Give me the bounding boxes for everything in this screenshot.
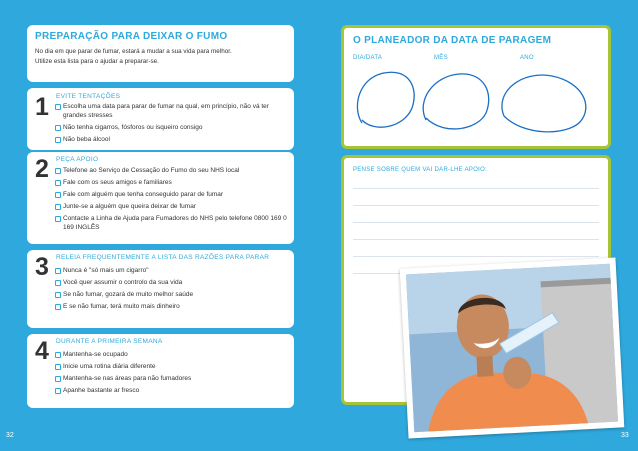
note-line[interactable]: [353, 205, 599, 206]
checklist-item[interactable]: Inicie uma rotina diária diferente: [55, 363, 288, 372]
note-line[interactable]: [353, 239, 599, 240]
step-heading: EVITE TENTAÇÕES: [56, 93, 121, 100]
checklist: [55, 167, 288, 236]
checkbox-icon[interactable]: [55, 364, 61, 370]
checklist: [55, 103, 288, 148]
circle-year: [502, 75, 586, 132]
circle-day: [357, 72, 414, 127]
step-number: 3: [35, 253, 49, 281]
checkbox-icon[interactable]: [55, 137, 61, 143]
photo-man-drinking-water: [400, 257, 625, 438]
step-number: 2: [35, 155, 49, 183]
checkbox-icon[interactable]: [55, 192, 61, 198]
note-line[interactable]: [353, 256, 599, 257]
label-month: MÊS: [434, 55, 448, 61]
checklist-item[interactable]: Apanhe bastante ar fresco: [55, 387, 288, 396]
quit-date-planner: [341, 25, 611, 149]
checklist-item[interactable]: Fale com alguém que tenha conseguido parar de fumar: [55, 191, 288, 200]
label-day: DIA/DATA: [353, 55, 383, 61]
checklist-item[interactable]: Mantenha-se nas áreas para não fumadores: [55, 375, 288, 384]
step-2-card: [27, 152, 294, 244]
intro-line-2: Utilize esta lista para o ajudar a preparar-se.: [35, 58, 159, 65]
checklist-item[interactable]: Não beba álcool: [55, 136, 288, 145]
step-heading: DURANTE A PRIMEIRA SEMANA: [56, 338, 163, 345]
section-title: PREPARAÇÃO PARA DEIXAR O FUMO: [35, 31, 228, 42]
planner-title: O PLANEADOR DA DATA DE PARAGEM: [353, 35, 552, 46]
checkbox-icon[interactable]: [55, 376, 61, 382]
note-line[interactable]: [353, 188, 599, 189]
checkbox-icon[interactable]: [55, 125, 61, 131]
checklist-item[interactable]: Escolha uma data para parar de fumar na qual, em princípio, não vá ter grandes stresses: [55, 103, 288, 120]
checklist: [55, 267, 288, 315]
checklist-item[interactable]: Junte-se a alguém que queira deixar de fumar: [55, 203, 288, 212]
step-1-card: [27, 88, 294, 150]
checklist-item[interactable]: Mantenha-se ocupado: [55, 351, 288, 360]
checkbox-icon[interactable]: [55, 204, 61, 210]
checkbox-icon[interactable]: [55, 352, 61, 358]
note-line[interactable]: [353, 222, 599, 223]
checkbox-icon[interactable]: [55, 388, 61, 394]
intro-line-1: No dia em que parar de fumar, estará a mudar a sua vida para melhor.: [35, 48, 232, 55]
checkbox-icon[interactable]: [55, 304, 61, 310]
checklist-item[interactable]: Você quer assumir o controlo da sua vida: [55, 279, 288, 288]
step-4-card: [27, 334, 294, 408]
checkbox-icon[interactable]: [55, 168, 61, 174]
checkbox-icon[interactable]: [55, 280, 61, 286]
checklist: [55, 351, 288, 399]
checkbox-icon[interactable]: [55, 268, 61, 274]
checkbox-icon[interactable]: [55, 292, 61, 298]
checkbox-icon[interactable]: [55, 180, 61, 186]
handwritten-circles: [344, 28, 608, 146]
checklist-item[interactable]: E se não fumar, terá muito mais dinheiro: [55, 303, 288, 312]
label-year: ANO: [520, 55, 534, 61]
step-heading: PEÇA APOIO: [56, 156, 99, 163]
intro-card: [27, 25, 294, 82]
checklist-item[interactable]: Telefone ao Serviço de Cessação do Fumo do seu NHS local: [55, 167, 288, 176]
circle-month: [423, 74, 489, 129]
checkbox-icon[interactable]: [55, 216, 61, 222]
step-heading: RELEIA FREQUENTEMENTE A LISTA DAS RAZÕES PARA PARAR: [56, 254, 270, 261]
checklist-item[interactable]: Fale com os seus amigos e familiares: [55, 179, 288, 188]
page-number-left: 32: [6, 432, 14, 439]
checklist-item[interactable]: Se não fumar, gozará de muito melhor saúde: [55, 291, 288, 300]
step-number: 4: [35, 337, 49, 365]
support-label: PENSE SOBRE QUEM VAI DAR-LHE APOIO:: [353, 167, 488, 173]
checkbox-icon[interactable]: [55, 104, 61, 110]
checklist-item[interactable]: Nunca é "só mais um cigarro": [55, 267, 288, 276]
step-number: 1: [35, 93, 49, 121]
checklist-item[interactable]: Contacte a Linha de Ajuda para Fumadores do NHS pelo telefone 0800 169 0 169 INGLÊS: [55, 215, 288, 232]
page-number-right: 33: [621, 432, 629, 439]
checklist-item[interactable]: Não tenha cigarros, fósforos ou isqueiro consigo: [55, 124, 288, 133]
step-3-card: [27, 250, 294, 328]
